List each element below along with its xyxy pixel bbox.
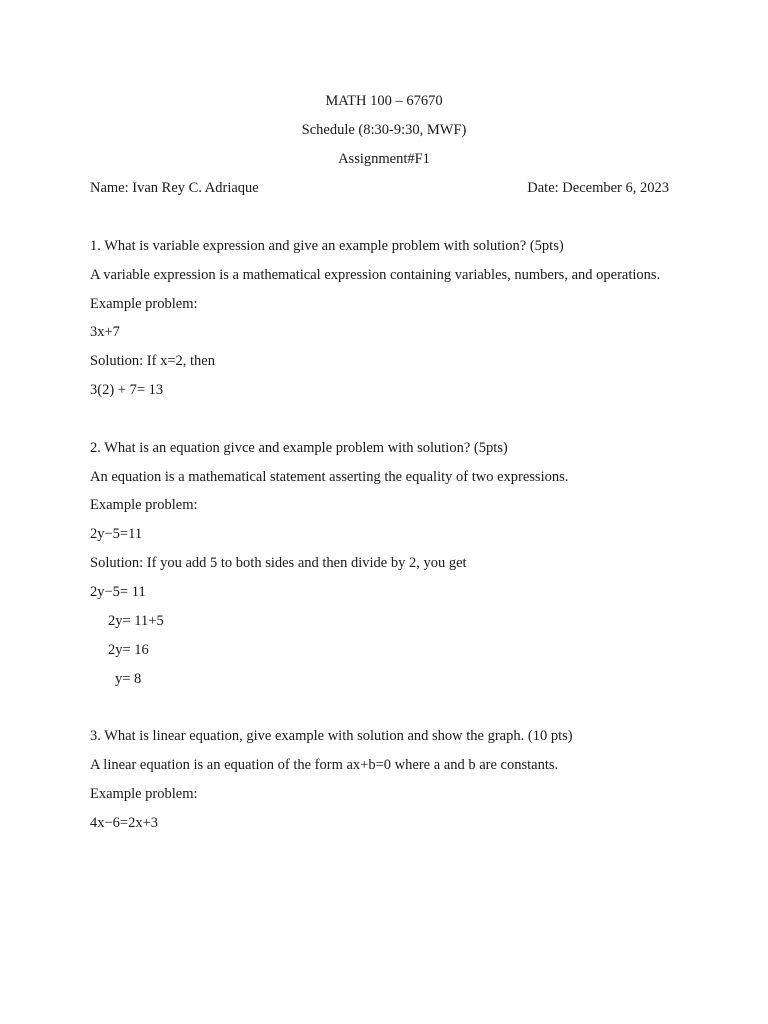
answer-2: An equation is a mathematical statement asserting the equality of two expressions. xyxy=(90,469,569,485)
question-3: 3. What is linear equation, give example with solution and show the graph. (10 pts) xyxy=(90,728,573,744)
answer-1: A variable expression is a mathematical expression containing variables, numbers, and operations. xyxy=(90,267,661,283)
course-title: MATH 100 – 67670 xyxy=(325,93,443,109)
example-label-2: Example problem: xyxy=(90,497,198,513)
assignment-label: Assignment#F1 xyxy=(338,151,430,167)
student-name: Name: Ivan Rey C. Adriaque xyxy=(90,180,259,196)
example-1: 3x+7 xyxy=(90,324,120,340)
example-2: 2y−5=11 xyxy=(90,526,143,542)
example-3: 4x−6=2x+3 xyxy=(90,815,159,831)
solution-step-3: 2y= 16 xyxy=(108,642,149,658)
solution-step-1: 2y−5= 11 xyxy=(90,584,146,600)
solution-1: Solution: If x=2, then xyxy=(90,353,215,369)
question-2: 2. What is an equation givce and example problem with solution? (5pts) xyxy=(90,440,508,456)
solution-step-1: 3(2) + 7= 13 xyxy=(90,382,164,398)
solution-2: Solution: If you add 5 to both sides and then divide by 2, you get xyxy=(90,555,467,571)
example-label-1: Example problem: xyxy=(90,296,198,312)
question-1: 1. What is variable expression and give an example problem with solution? (5pts) xyxy=(90,238,564,254)
solution-step-4: y= 8 xyxy=(115,671,142,687)
solution-step-2: 2y= 11+5 xyxy=(108,613,164,629)
answer-3: A linear equation is an equation of the form ax+b=0 where a and b are constants. xyxy=(90,757,559,773)
submission-date: Date: December 6, 2023 xyxy=(527,180,669,196)
example-label-3: Example problem: xyxy=(90,786,198,802)
schedule-line: Schedule (8:30-9:30, MWF) xyxy=(301,122,467,138)
